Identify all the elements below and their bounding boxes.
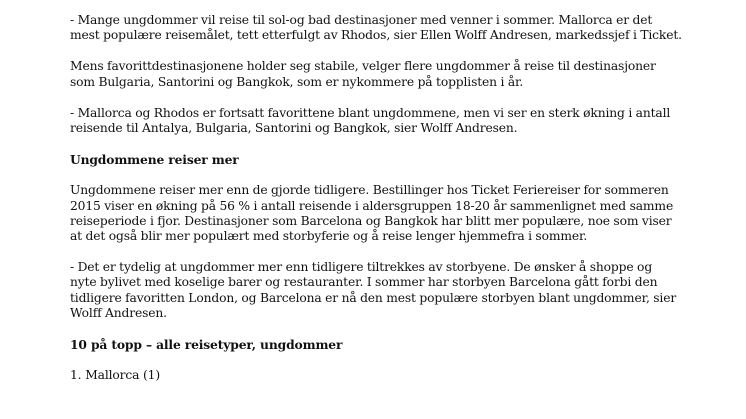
text-line: reiseperiode i fjor. Destinasjoner som Barcelona og Bangkok har blitt mer populære, noe som viser <box>70 213 672 228</box>
paragraph-quote-cities <box>70 260 710 321</box>
top-ten-list <box>70 368 710 383</box>
text-line: tidligere favoritten London, og Barcelona er nå den mest populære storbyen blant ungdommer, sier <box>70 290 677 305</box>
document-body <box>70 13 710 383</box>
text-line: Mens favorittdestinasjonene holder seg stabile, velger flere ungdommer å reise til destinasjoner <box>70 59 656 74</box>
section-heading-travel-more: Ungdommene reiser mer <box>70 152 239 168</box>
paragraph-quote-growth <box>70 106 710 136</box>
text-line: - Mallorca og Rhodos er fortsatt favorittene blant ungdommene, men vi ser en sterk økning i antall <box>70 105 671 120</box>
text-line: reisende til Antalya, Bulgaria, Santorini og Bangkok, sier Wolff Andresen. <box>70 121 518 136</box>
paragraph-bookings <box>70 183 710 244</box>
section-heading-top-ten: 10 på topp – alle reisetyper, ungdommer <box>70 337 343 353</box>
text-line: som Bulgaria, Santorini og Bangkok, som er nykommere på topplisten i år. <box>70 74 524 89</box>
text-line: - Mange ungdommer vil reise til sol-og bad destinasjoner med venner i sommer. Mallorca er det <box>70 13 653 27</box>
text-line: mest populære reisemålet, tett etterfulgt av Rhodos, sier Ellen Wolff Andresen, markedssjef i Ticket. <box>70 28 682 43</box>
paragraph-quote-intro <box>70 13 710 43</box>
text-line: Wolff Andresen. <box>70 305 167 320</box>
text-line: 2015 viser en økning på 56 % i antall reisende i aldersgruppen 18-20 år sammenlignet med samme <box>70 198 674 213</box>
paragraph-favorites <box>70 59 710 89</box>
text-line: nyte bylivet med koselige barer og restauranter. I sommer har storbyen Barcelona gått forbi den <box>70 275 658 290</box>
text-line: at det også blir mer populært med storbyferie og å reise lenger hjemmefra i sommer. <box>70 229 588 244</box>
list-item: 1. Mallorca (1) <box>70 368 161 383</box>
text-line: Ungdommene reiser mer enn de gjorde tidligere. Bestillinger hos Ticket Feriereiser for sommeren <box>70 183 669 198</box>
text-line: - Det er tydelig at ungdommer mer enn tidligere tiltrekkes av storbyene. De ønsker å shoppe og <box>70 260 653 275</box>
